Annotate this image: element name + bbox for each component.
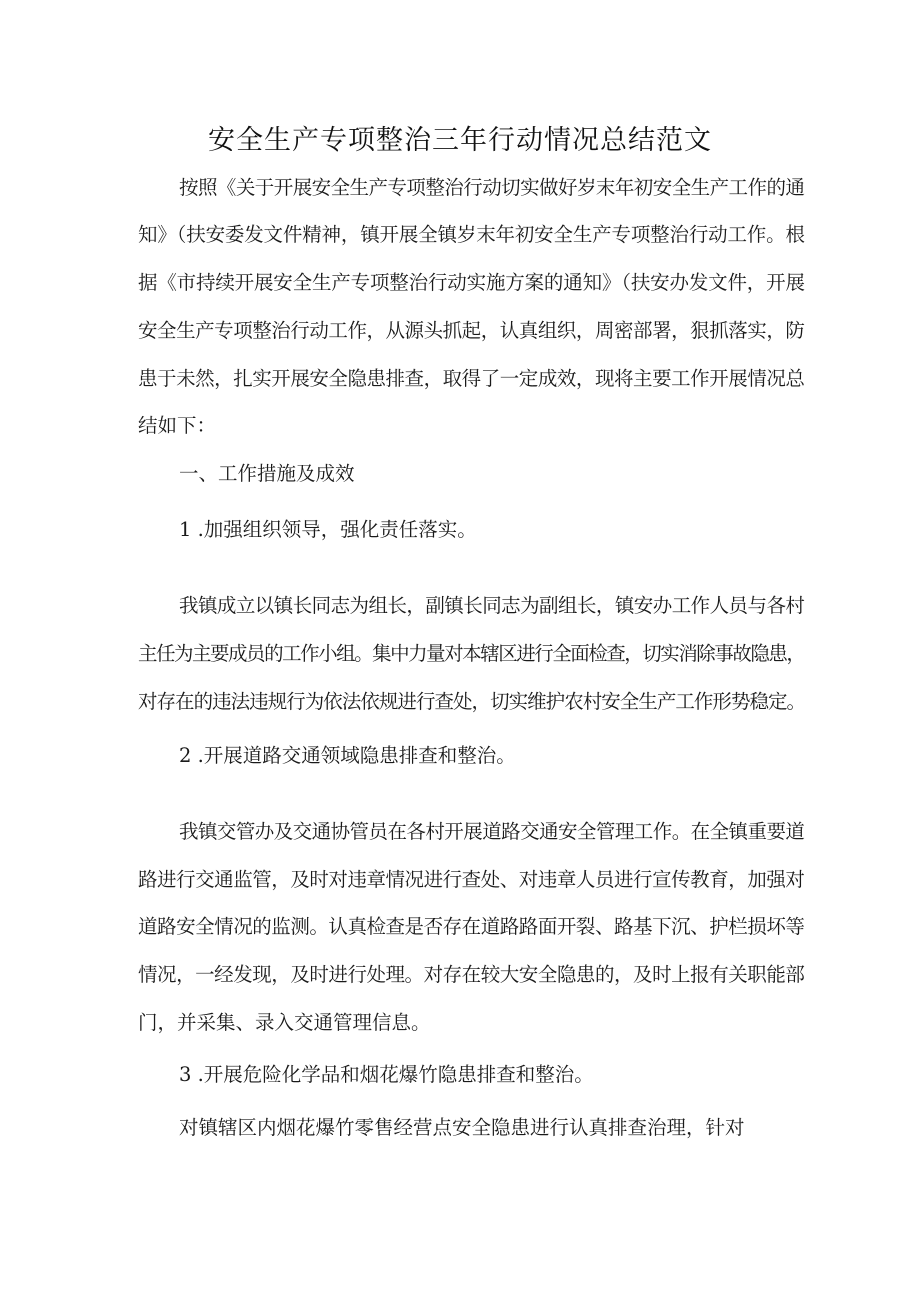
paragraph-line: 据《市持续开展安全生产专项整治行动实施方案的通知》（扶安办发文件，开展 — [138, 271, 805, 294]
paragraph-line: 对镇辖区内烟花爆竹零售经营点安全隐患进行认真排查治理，针对 — [179, 1116, 745, 1139]
paragraph-line: 患于未然，扎实开展安全隐患排查，取得了一定成效，现将主要工作开展情况总 — [138, 367, 805, 390]
paragraph-line: 情况，一经发现，及时进行处理。对存在较大安全隐患的，及时上报有关职能部 — [138, 963, 805, 986]
subsection-heading: 1 .加强组织领导，强化责任落实。 — [179, 518, 477, 541]
subsection-heading: 3 .开展危险化学品和烟花爆竹隐患排查和整治。 — [179, 1063, 594, 1086]
paragraph-line: 知》（扶安委发文件精神，镇开展全镇岁末年初安全生产专项整治行动工作。根 — [138, 223, 805, 246]
paragraph-line: 路进行交通监管，及时对违章情况进行查处、对违章人员进行宣传教育，加强对 — [138, 868, 805, 891]
paragraph-line: 结如下： — [138, 414, 217, 437]
paragraph-line: 我镇成立以镇长同志为组长，副镇长同志为副组长，镇安办工作人员与各村 — [179, 594, 805, 617]
paragraph-line: 门，并采集、录入交通管理信息。 — [138, 1011, 431, 1034]
paragraph-line: 道路安全情况的监测。认真检查是否存在道路路面开裂、路基下沉、护栏损坏等 — [138, 915, 805, 938]
paragraph-line: 主任为主要成员的工作小组。集中力量对本辖区进行全面检查，切实消除事故隐患， — [138, 642, 805, 665]
paragraph-line: 按照《关于开展安全生产专项整治行动切实做好岁末年初安全生产工作的通 — [179, 176, 805, 199]
paragraph-line: 对存在的违法违规行为依法依规进行查处，切实维护农村安全生产工作形势稳定。 — [138, 690, 806, 713]
document-title: 安全生产专项整治三年行动情况总结范文 — [208, 125, 712, 156]
section-heading: 一、工作措施及成效 — [179, 462, 355, 485]
paragraph-line: 安全生产专项整治行动工作，从源头抓起，认真组织，周密部署，狠抓落实，防 — [138, 319, 805, 342]
subsection-heading: 2 .开展道路交通领域隐患排查和整治。 — [179, 744, 516, 767]
paragraph-line: 我镇交管办及交通协管员在各村开展道路交通安全管理工作。在全镇重要道 — [179, 820, 805, 843]
